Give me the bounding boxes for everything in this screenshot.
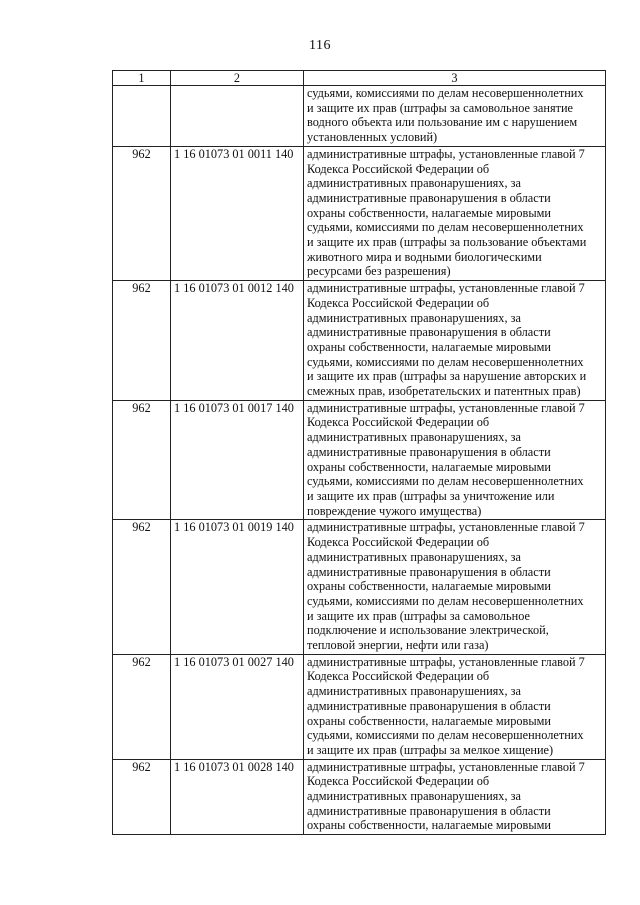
table-row	[113, 146, 606, 280]
description-line: и защите их прав (штрафы за уничтожение или	[307, 488, 555, 503]
description-line: судьями, комиссиями по делам несовершеннолетних	[307, 728, 584, 743]
description-line: животного мира и водными биологическими	[307, 249, 542, 264]
description-line: и защите их прав (штрафы за нарушение авторских и	[307, 369, 587, 384]
description-line: административные штрафы, установленные главой 7	[307, 146, 585, 161]
table-header-row	[113, 71, 606, 86]
column-header-2: 2	[171, 71, 304, 86]
table-row	[113, 520, 606, 654]
description-line: Кодекса Российской Федерации об	[307, 774, 490, 789]
description-line: охраны собственности, налагаемые мировыми	[307, 579, 551, 594]
budget-classification-code-cell: 1 16 01073 01 0017 140	[171, 400, 304, 520]
description-line: судьями, комиссиями по делам несовершеннолетних	[307, 593, 584, 608]
page-number: 116	[309, 38, 331, 53]
description-line: смежных прав, изобретательских и патентных прав)	[307, 384, 581, 399]
description-line: и защите их прав (штрафы за мелкое хищение)	[307, 742, 554, 757]
administrator-code-cell: 962	[113, 759, 171, 835]
description-line: административных правонарушениях, за	[307, 789, 521, 804]
table-row	[113, 281, 606, 401]
description-line: административных правонарушениях, за	[307, 684, 521, 699]
revenue-description-cell	[304, 759, 606, 835]
table-row	[113, 86, 606, 147]
revenue-description-cell	[304, 86, 606, 147]
description-line: охраны собственности, налагаемые мировыми	[307, 339, 551, 354]
description-line: административные штрафы, установленные главой 7	[307, 281, 585, 296]
table-row	[113, 759, 606, 835]
description-line: охраны собственности, налагаемые мировыми	[307, 818, 551, 833]
budget-codes-table	[112, 70, 606, 835]
description-line: судьями, комиссиями по делам несовершеннолетних	[307, 354, 584, 369]
description-line: административных правонарушениях, за	[307, 310, 521, 325]
revenue-description-cell	[304, 520, 606, 654]
revenue-description-cell	[304, 400, 606, 520]
description-line: повреждение чужого имущества)	[307, 503, 482, 518]
description-line: судьями, комиссиями по делам несовершеннолетних	[307, 86, 584, 100]
description-line: и защите их прав (штрафы за самовольное занятие	[307, 100, 574, 115]
budget-classification-code-cell: 1 16 01073 01 0027 140	[171, 654, 304, 759]
description-line: и защите их прав (штрафы за пользование объектами	[307, 235, 587, 250]
administrator-code-cell	[113, 86, 171, 147]
description-line: административные правонарушения в области	[307, 444, 551, 459]
description-line: административные правонарушения в области	[307, 564, 551, 579]
description-line: ресурсами без разрешения)	[307, 264, 451, 279]
description-line: судьями, комиссиями по делам несовершеннолетних	[307, 474, 584, 489]
administrator-code-cell: 962	[113, 654, 171, 759]
budget-classification-code-cell: 1 16 01073 01 0019 140	[171, 520, 304, 654]
description-line: и защите их прав (штрафы за самовольное	[307, 608, 530, 623]
administrator-code-cell: 962	[113, 400, 171, 520]
description-line: административных правонарушениях, за	[307, 430, 521, 445]
budget-classification-code-cell: 1 16 01073 01 0028 140	[171, 759, 304, 835]
budget-classification-code-cell	[171, 86, 304, 147]
revenue-description-cell	[304, 654, 606, 759]
administrator-code-cell: 962	[113, 146, 171, 280]
description-line: Кодекса Российской Федерации об	[307, 161, 490, 176]
description-line: Кодекса Российской Федерации об	[307, 535, 490, 550]
description-line: административные штрафы, установленные главой 7	[307, 654, 585, 669]
description-line: Кодекса Российской Федерации об	[307, 669, 490, 684]
column-header-1: 1	[113, 71, 171, 86]
description-line: административные правонарушения в области	[307, 325, 551, 340]
description-line: административные штрафы, установленные главой 7	[307, 520, 585, 535]
revenue-description-cell	[304, 281, 606, 401]
description-line: административные штрафы, установленные главой 7	[307, 400, 585, 415]
budget-classification-code-cell: 1 16 01073 01 0012 140	[171, 281, 304, 401]
description-line: охраны собственности, налагаемые мировыми	[307, 205, 551, 220]
administrator-code-cell: 962	[113, 520, 171, 654]
table-row	[113, 400, 606, 520]
table-row	[113, 654, 606, 759]
description-line: административные правонарушения в области	[307, 698, 551, 713]
description-line: охраны собственности, налагаемые мировыми	[307, 459, 551, 474]
description-line: водного объекта или пользование им с нарушением	[307, 115, 578, 130]
description-line: судьями, комиссиями по делам несовершеннолетних	[307, 220, 584, 235]
description-line: административные штрафы, установленные главой 7	[307, 759, 585, 774]
description-line: Кодекса Российской Федерации об	[307, 415, 490, 430]
description-line: охраны собственности, налагаемые мировыми	[307, 713, 551, 728]
description-line: установленных условий)	[307, 130, 438, 145]
revenue-description-cell	[304, 146, 606, 280]
column-header-3: 3	[304, 71, 606, 86]
table-body	[113, 86, 606, 835]
description-line: тепловой энергии, нефти или газа)	[307, 638, 489, 653]
description-line: административные правонарушения в области	[307, 190, 551, 205]
description-line: подключение и использование электрической,	[307, 623, 549, 638]
description-line: административные правонарушения в области	[307, 803, 551, 818]
description-line: Кодекса Российской Федерации об	[307, 295, 490, 310]
budget-classification-code-cell: 1 16 01073 01 0011 140	[171, 146, 304, 280]
description-line: административных правонарушениях, за	[307, 176, 521, 191]
description-line: административных правонарушениях, за	[307, 549, 521, 564]
administrator-code-cell: 962	[113, 281, 171, 401]
